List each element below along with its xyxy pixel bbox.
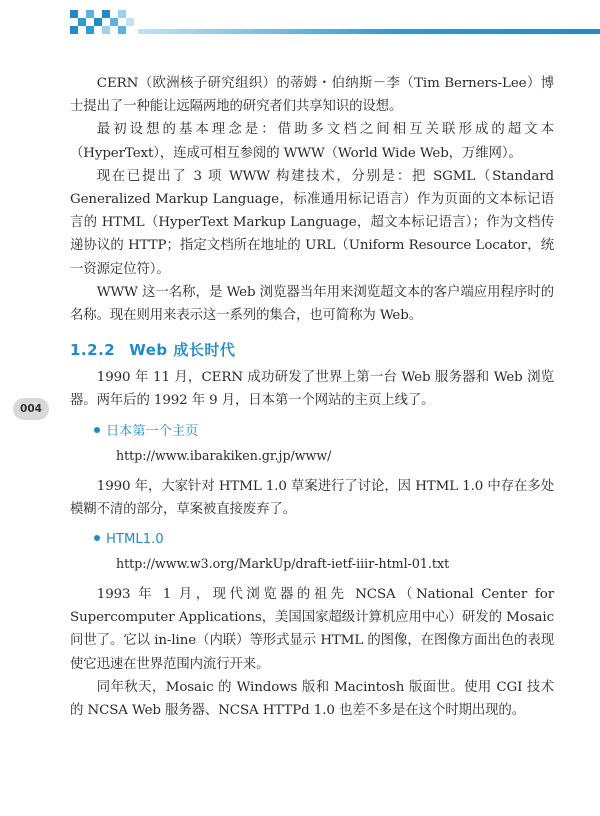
bullet-label: 日本第一个主页 — [106, 423, 199, 439]
header-rule — [138, 29, 600, 34]
bullet-html10 — [94, 529, 554, 551]
paragraph-cern: CERN（欧洲核子研究组织）的蒂姆・伯纳斯－李（Tim Berners-Lee）博士提出了一种能让远隔两地的研究者们共享知识的设想。 — [70, 76, 554, 115]
bullet-label: HTML1.0 — [106, 532, 164, 548]
bullet-icon — [94, 535, 100, 541]
page-body — [70, 72, 554, 722]
page-number: 004 — [13, 398, 49, 420]
paragraph-hypertext: 最初设想的基本理念是：借助多文档之间相互关联形成的超文本（HyperText），连成可相互参阅的 WWW（World Wide Web，万维网）。 — [70, 122, 554, 161]
paragraph-www-name: WWW 这一名称，是 Web 浏览器当年用来浏览超文本的客户端应用程序时的名称。现在则用来表示这一系列的集合，也可简称为 Web。 — [70, 284, 554, 324]
checker-pattern — [70, 10, 134, 34]
paragraph-mosaic-versions: 同年秋天，Mosaic 的 Windows 版和 Macintosh 版面世。使用 CGI 技术的 NCSA Web 服务器、NCSA HTTPd 1.0 也差不多是在这个时期出现的。 — [70, 679, 554, 719]
url-html10-draft: http://www.w3.org/MarkUp/draft-ietf-iiir-html-01.txt — [116, 556, 450, 572]
section-heading — [70, 339, 554, 360]
section-title: Web 成长时代 — [129, 341, 236, 360]
paragraph-www-tech: 现在已提出了 3 项 WWW 构建技术，分别是：把 SGML（Standard Generalized Markup Language，标准通用标记语言）作为页面的文本标记语言的 HTML（HyperText Markup Language，超文本标记语言）；作为文档传递协议的 HTTP；指定文档所在地址的 URL（Uniform Resource Locator，统一资源定位符）。 — [70, 168, 554, 277]
url-japan-homepage: http://www.ibarakiken.gr.jp/www/ — [116, 447, 332, 463]
header-decoration — [0, 0, 600, 44]
paragraph-first-server: 1990 年 11 月，CERN 成功研发了世界上第一台 Web 服务器和 Web 浏览器。两年后的 1992 年 9 月，日本第一个网站的主页上线了。 — [70, 370, 554, 409]
bullet-japan-homepage — [94, 421, 554, 443]
paragraph-mosaic: 1993 年 1 月，现代浏览器的祖先 NCSA（National Center for Supercomputer Applications，美国国家超级计算机应用中心）研发的 Mosaic 问世了。它以 in-line（内联）等形式显示 HTML 的图像，在图像方面出色的表现使它迅速在世界范围内流行开来。 — [70, 587, 554, 672]
paragraph-html-draft: 1990 年，大家针对 HTML 1.0 草案进行了讨论，因 HTML 1.0 中存在多处模糊不清的部分，草案被直接废弃了。 — [70, 478, 554, 517]
bullet-icon — [94, 427, 100, 433]
section-number: 1.2.2 — [70, 341, 116, 360]
